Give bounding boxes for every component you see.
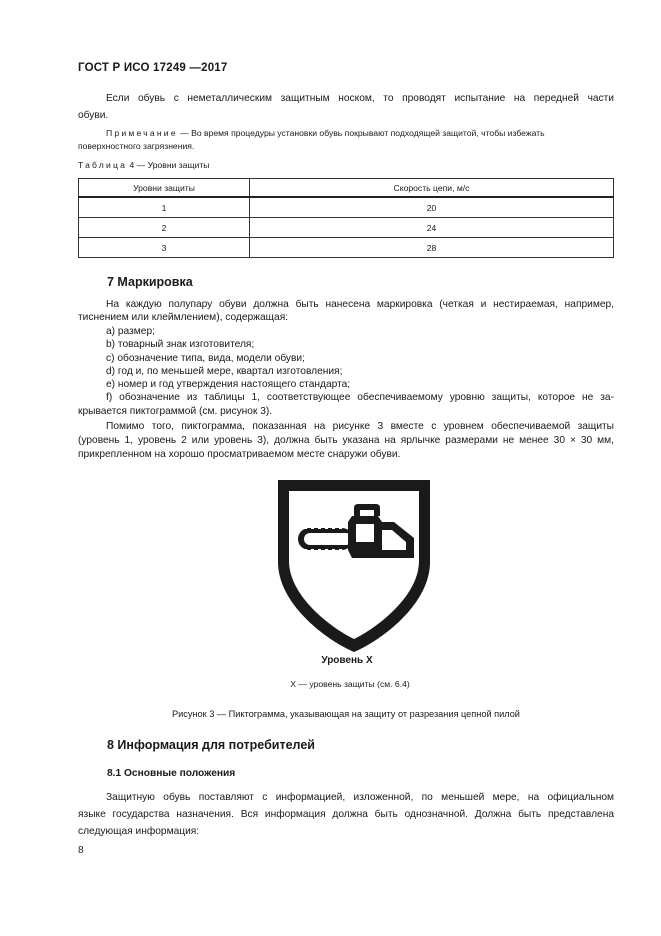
list-item: b) товарный знак изготовителя; [106, 339, 255, 350]
note-line2: поверхностного загрязнения. [78, 141, 195, 151]
list-item: d) год и, по меньшей мере, квартал изготовления; [106, 366, 343, 377]
table-cell-speed: 20 [250, 197, 614, 218]
section-7-heading: 7 Маркировка [107, 275, 193, 289]
section-8-paragraph-line1: Защитную обувь поставляют с информацией, изложенной, по меньшей мере, на официальном [106, 792, 614, 803]
standard-code: ГОСТ Р ИСО 17249 —2017 [78, 62, 228, 74]
intro-paragraph-line2: обуви. [78, 110, 109, 121]
note-line1 [106, 127, 614, 140]
table-cell-level: 3 [79, 238, 250, 258]
list-item: e) номер и год утверждения настоящего стандарта; [106, 379, 351, 390]
list-item: a) размер; [106, 326, 155, 337]
table-caption [78, 159, 209, 172]
section-8-1-heading: 8.1 Основные положения [107, 768, 236, 779]
intro-paragraph-line1: Если обувь с неметаллическим защитным носком, то проводят испытание на передней части [106, 93, 614, 104]
section-7-paragraph2-line3: прикрепленном на хорошо просматриваемом месте снаружи обуви. [78, 449, 401, 460]
table-row [79, 218, 614, 238]
section-8-paragraph-line3: следующая информация: [78, 826, 200, 837]
table-header-row [79, 179, 614, 198]
note-text: — Во время процедуры установки обувь покрывают подходящей защитой, чтобы избежать [180, 128, 545, 138]
protection-levels-table [78, 178, 614, 258]
table-header-speed: Скорость цепи, м/с [250, 179, 614, 198]
chainsaw-shield-icon [274, 476, 434, 656]
chainsaw-bar [298, 526, 353, 552]
note-label: Примечание [106, 128, 178, 138]
section-7-paragraph-line1: На каждую полупару обуви должна быть нанесена маркировка (четкая и нестираемая, например, [106, 299, 614, 310]
table-cell-speed: 24 [250, 218, 614, 238]
table-header-level: Уровни защиты [79, 179, 250, 198]
figure-level-label: Уровень X [321, 655, 373, 666]
section-7-paragraph2-line1: Помимо того, пиктограмма, показанная на рисунке 3 вместе с уровнем обеспечиваемой защиты [106, 421, 614, 432]
list-item: c) обозначение типа, вида, модели обуви; [106, 353, 305, 364]
section-7-paragraph2-line2: (уровень 1, уровень 2 или уровень 3), должна быть указана на ярлычке размерами не менее 30 × 30 мм, [78, 435, 614, 446]
table-cell-level: 2 [79, 218, 250, 238]
section-8-heading: 8 Информация для потребителей [107, 738, 315, 752]
list-item-f-line1: f) обозначение из таблицы 1, соответствующее обеспечиваемому уровню защиты, которое не за- [106, 392, 614, 403]
table-cell-speed: 28 [250, 238, 614, 258]
figure-caption: Рисунок 3 — Пиктограмма, указывающая на защиту от разрезания цепной пилой [172, 709, 520, 719]
table-caption-label: Таблица [78, 160, 128, 170]
list-item-f-line2: крывается пиктограммой (см. рисунок 3). [78, 406, 273, 417]
section-8-paragraph-line2: языке государства назначения. Вся информация должна быть однозначной. Должна быть представлена [78, 809, 614, 820]
table-cell-level: 1 [79, 197, 250, 218]
figure-legend: X — уровень защиты (см. 6.4) [290, 679, 410, 689]
table-caption-title: 4 — Уровни защиты [129, 160, 210, 170]
table-row [79, 238, 614, 258]
page-number: 8 [78, 845, 84, 856]
table-row [79, 197, 614, 218]
section-7-paragraph-line2: тиснением или клеймлением), содержащая: [78, 312, 289, 323]
